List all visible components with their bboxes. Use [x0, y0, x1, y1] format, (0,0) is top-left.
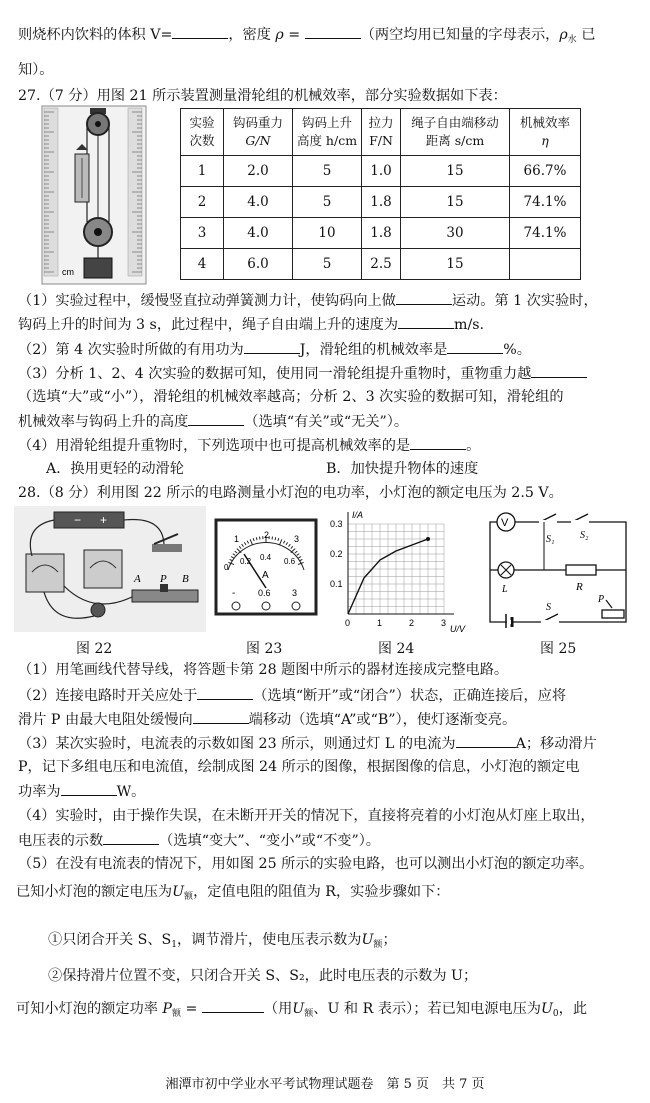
switch-s2-label: S₂ [580, 530, 589, 541]
q27-option-b[interactable]: B．加快提升物体的速度 [326, 461, 479, 477]
y-tick-label: 0.3 [330, 519, 343, 529]
x-tick-label: 3 [441, 618, 447, 628]
answer-blank-rated-power[interactable] [61, 781, 117, 796]
voltmeter [26, 554, 64, 592]
answer-blank-motion[interactable] [396, 290, 452, 305]
caption-fig24: 图 24 [378, 641, 415, 657]
answer-blank-efficiency[interactable] [447, 339, 503, 354]
svg-text:S: S [546, 602, 551, 613]
switch [152, 544, 182, 552]
text-line-1 [18, 24, 638, 50]
resistor-symbol [566, 565, 596, 575]
svg-text:L: L [502, 584, 508, 595]
answer-blank-current[interactable] [456, 733, 516, 748]
switch-s1-label: S₁ [546, 534, 555, 545]
q28-part3-line1: （3）某次实验时，电流表的示数如图 23 所示，则通过灯 L 的电流为 A；移动滑片 [18, 733, 638, 754]
ammeter-unit: A [262, 570, 269, 581]
header-trial: 实验 次数 [181, 109, 224, 156]
answer-blank-direction[interactable] [193, 709, 249, 724]
table-row: 1 2.0 5 1.0 15 66.7% [181, 156, 581, 187]
ruler-unit-label: cm [62, 267, 74, 277]
q28-part5-line1: （5）在没有电流表的情况下，用如图 25 所示的实验电路，也可以测出小灯泡的额定功率。 [18, 856, 594, 872]
rho-water-symbol: ρ [559, 27, 568, 43]
caption-fig23: 图 23 [246, 641, 283, 657]
answer-blank-volume[interactable] [172, 24, 228, 39]
step-2: ②保持滑片位置不变，只闭合开关 S、S₂，此时电压表的示数为 U； [48, 968, 478, 984]
x-tick-label: 2 [409, 618, 415, 628]
figure-25-circuit-diagram [476, 510, 636, 628]
svg-text:0.2: 0.2 [240, 557, 252, 566]
answer-blank-weight-trend[interactable] [531, 363, 587, 378]
svg-text:3: 3 [292, 588, 298, 598]
answer-blank-height-relation[interactable] [188, 411, 244, 426]
terminal-b-label: B [182, 573, 189, 585]
q28-part3-line2: P，记下多组电压和电流值，绘制成图 24 所示的图像，根据图像的信息，小灯泡的额定电 [18, 759, 580, 775]
pulley-data-table [180, 108, 581, 280]
svg-text:−: − [74, 513, 82, 527]
svg-text:0.4: 0.4 [260, 553, 272, 562]
q27-part4: （4）用滑轮组提升重物时，下列选项中也可提高机械效率的是 。 [18, 435, 638, 456]
x-tick-label: 1 [377, 618, 383, 628]
svg-text:2: 2 [264, 530, 270, 540]
y-tick-label: 0.1 [330, 579, 343, 589]
q27-part3-line1: （3）分析 1、2、4 次实验的数据可知，使用同一滑轮组提升重物时，重物重力越 [18, 363, 638, 384]
x-axis-label: U/V [450, 624, 466, 632]
text-volume: 则烧杯内饮料的体积 V= [18, 27, 173, 43]
q28-part2-line2: 滑片 P 由最大电阻处缓慢向 端移动（选填“A”或“B”），使灯逐渐变亮。 [18, 709, 638, 730]
figure-24-iu-graph [330, 508, 466, 632]
svg-text:1: 1 [234, 534, 240, 544]
text-density: ，密度 [228, 27, 276, 43]
answer-blank-speed[interactable] [398, 314, 454, 329]
q28-part2-line1: （2）连接电路时开关应处于 （选填“断开”或“闭合”）状态，正确连接后，应将 [18, 685, 638, 706]
y-axis-label: I/A [352, 510, 364, 520]
water-subscript: 水 [567, 35, 577, 45]
rho-symbol: ρ [275, 27, 284, 43]
q27-part3-line2: （选填“大”或“小”），滑轮组的机械效率越高；分析 2、3 次实验的数据可知，滑轮组的 [18, 389, 564, 405]
q27-part1-line1: （1）实验过程中，缓慢竖直拉动弹簧测力计，使钩码向上做 运动。第 1 次实验时， [18, 290, 638, 311]
battery-box [54, 512, 124, 528]
x-tick-label: 0 [345, 618, 351, 628]
answer-blank-voltmeter-change[interactable] [103, 830, 159, 845]
svg-text:V: V [501, 517, 509, 529]
q28-part4-line2: 电压表的示数 （选填“变大”、“变小”或“不变”）。 [18, 830, 638, 851]
table-row: 4 6.0 5 2.5 15 [181, 249, 581, 280]
hook-weight [84, 258, 112, 278]
final-line: 可知小灯泡的额定功率 $P_额$ = （用$U_额$、U 和 R 表示）；若已知电源电压为$U_0$，此 [16, 998, 638, 1024]
caption-fig22: 图 22 [76, 641, 113, 657]
caption-fig25: 图 25 [540, 641, 577, 657]
header-weight: 钩码重力 G/N [224, 109, 293, 156]
header-rope-distance: 绳子自由端移动 距离 s/cm [401, 109, 510, 156]
svg-text:0.6: 0.6 [284, 557, 296, 566]
answer-blank-option[interactable] [410, 435, 466, 450]
ammeter [84, 550, 122, 588]
table-row: 3 4.0 10 1.8 30 74.1% [181, 218, 581, 249]
text-known: 已 [576, 27, 596, 43]
question-27-title: 27.（7 分）用图 21 所示装置测量滑轮组的机械效率，部分实验数据如下表： [18, 88, 507, 104]
table-header-row [181, 109, 581, 156]
rheostat-symbol [602, 610, 624, 618]
header-pull-force: 拉力 F/N [362, 109, 401, 156]
q27-part3-line3: 机械效率与钩码上升的高度 （选填“有关”或“无关”）。 [18, 411, 638, 432]
answer-blank-switch-state[interactable] [197, 685, 253, 700]
answer-blank-useful-work[interactable] [244, 339, 300, 354]
q27-part2: （2）第 4 次实验时所做的有用功为 J，滑轮组的机械效率是 %。 [18, 339, 638, 360]
header-height: 钩码上升 高度 h/cm [293, 109, 362, 156]
rated-point [426, 537, 430, 541]
svg-text:+: + [100, 513, 108, 527]
page-footer: 湘潭市初中学业水平考试物理试题卷 第 5 页 共 7 页 [165, 1077, 485, 1092]
slider-p-label: P [160, 573, 167, 585]
svg-text:-: - [232, 588, 236, 599]
q27-option-a[interactable]: A．换用更轻的动滑轮 [46, 461, 184, 477]
bulb-socket [91, 603, 105, 617]
svg-text:R: R [576, 581, 583, 593]
q28-part1: （1）用笔画线代替导线，将答题卡第 28 题图中所示的器材连接成完整电路。 [18, 662, 509, 678]
figure-23-ammeter [212, 518, 320, 616]
header-efficiency: 机械效率 η [510, 109, 581, 156]
y-tick-label: 0.2 [330, 549, 343, 559]
text-line-2: 知）。 [18, 62, 54, 78]
svg-text:0: 0 [224, 563, 229, 572]
table-row: 2 4.0 5 1.8 15 74.1% [181, 187, 581, 218]
q27-part1-line2: 钩码上升的时间为 3 s，此过程中，绳子自由端上升的速度为 m/s. [18, 314, 638, 335]
figure-22-circuit-apparatus [14, 506, 206, 632]
figure-21-pulley-apparatus [40, 104, 148, 286]
svg-text:P: P [598, 594, 605, 605]
answer-blank-power-formula[interactable] [202, 998, 264, 1013]
text-note: （两空均用已知量的字母表示， [360, 27, 560, 43]
q28-part4-line1: （4）实验时，由于操作失误，在未断开开关的情况下，直接将亮着的小灯泡从灯座上取出， [18, 808, 595, 824]
terminal-a-label: A [134, 573, 141, 585]
equals-sign: = [283, 27, 305, 43]
q28-part3-line3: 功率为 W。 [18, 781, 638, 802]
answer-blank-density[interactable] [305, 24, 361, 39]
svg-text:0.6: 0.6 [258, 588, 271, 598]
step-1: ①只闭合开关 S、$S_1$，调节滑片，使电压表示数为$U_额$； [48, 932, 397, 950]
question-28-title: 28.（8 分）利用图 22 所示的电路测量小灯泡的电功率，小灯泡的额定电压为 2.5 V。 [18, 485, 563, 501]
svg-text:3: 3 [294, 534, 300, 544]
q28-part5-line2: 已知小灯泡的额定电压为$U_额$，定值电阻的阻值为 R，实验步骤如下： [16, 884, 450, 902]
